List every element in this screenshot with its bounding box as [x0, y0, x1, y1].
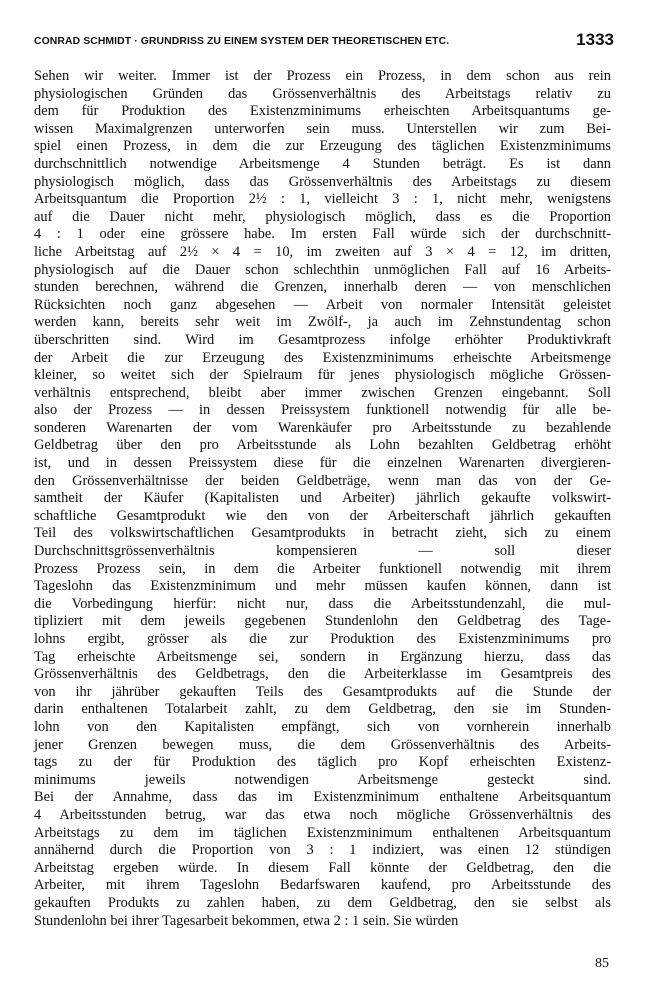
- text-line: Bei der Annahme, dass das im Existenzminimum enthaltene Arbeitsquantum: [34, 789, 611, 806]
- text-line: stunden berechnen, während die Grenzen, innerhalb deren — von menschlichen: [34, 279, 611, 296]
- text-line: Rücksichten noch ganz abgesehen — Arbeit von normaler Intensität geleistet: [34, 296, 611, 313]
- text-line: physiologischen Gründen das Grössenverhältnis des Arbeitstags relativ zu: [34, 85, 611, 102]
- text-line: Tageslohn das Existenzminimum und mehr müssen kaufen können, dann ist: [34, 578, 611, 595]
- text-line: kleiner, so weitet sich der Spielraum für jenes physiologisch mögliche Grössen-: [34, 367, 611, 384]
- text-line: dem für Produktion des Existenzminimums erheischten Arbeitsquantums ge-: [34, 103, 611, 120]
- text-line: Arbeiter, mit ihrem Tageslohn Bedarfswaren kaufend, pro Arbeitsstunde des: [34, 877, 611, 894]
- text-line: 4 Arbeitsstunden betrug, war das etwa noch mögliche Grössenverhältnis des: [34, 806, 611, 823]
- text-line: gekauften Produkts zu zahlen haben, zu dem Geldbetrag, den sie selbst als: [34, 894, 611, 911]
- text-line: physiologisch möglich, dass das Grössenverhältnis des Arbeitstags zu diesem: [34, 173, 611, 190]
- text-line: lohn von den Kapitalisten empfängt, sich von vornherein innerhalb: [34, 718, 611, 735]
- text-line: von ihr jährüber gekauften Teils des Gesamtprodukts auf die Stunde der: [34, 683, 611, 700]
- text-line: also der Prozess — in dessen Preissystem funktionell notwendig für alle be-: [34, 402, 611, 419]
- text-line: Arbeitsquantum die Proportion 2½ : 1, vielleicht 3 : 1, nicht mehr, wenigstens: [34, 191, 611, 208]
- running-head: CONRAD SCHMIDT · GRUNDRISS ZU EINEM SYSTEM DER THEORETISCHEN ETC.: [34, 36, 450, 47]
- text-line: annähernd durch die Proportion von 3 : 1 indiziert, was einen 12 stündigen: [34, 842, 611, 859]
- text-line: die Vorbedingung hierfür: nicht nur, dass die Arbeitsstundenzahl, die mul-: [34, 595, 611, 612]
- text-line: 4 : 1 oder eine grössere habe. Im ersten Fall würde sich der durchschnitt-: [34, 226, 611, 243]
- text-line: Sehen wir weiter. Immer ist der Prozess ein Prozess, in dem schon aus rein: [34, 68, 611, 84]
- text-line: spiel einen Prozess, in dem die zur Erzeugung des täglichen Existenzminimums: [34, 138, 611, 155]
- text-line: auf die Dauer nicht mehr, physiologisch möglich, dass es die Proportion: [34, 208, 611, 225]
- text-line: wissen Maximalgrenzen unterworfen sein muss. Unterstellen wir zum Bei-: [34, 120, 611, 137]
- text-line: Teil des volkswirtschaftlichen Gesamtprodukts in betracht zieht, sich zu einem: [34, 525, 611, 542]
- text-line: Prozess Prozess sein, in dem die Arbeiter funktionell notwendig mit ihrem: [34, 560, 611, 577]
- text-line: Geldbetrag über den pro Arbeitsstunde als Lohn bezahlten Geldbetrag erhöht: [34, 437, 611, 454]
- text-line: Durchschnittsgrössenverhältnis kompensieren — soll dieser: [34, 543, 611, 560]
- text-line: tags zu der für Produktion des täglich pro Kopf erheischten Existenz-: [34, 754, 611, 771]
- text-line: jener Grenzen bewegen muss, die dem Grössenverhältnis des Arbeits-: [34, 736, 611, 753]
- text-line: durchschnittlich notwendige Arbeitsmenge 4 Stunden beträgt. Es ist dann: [34, 155, 611, 172]
- text-line: minimums jeweils notwendigen Arbeitsmenge gesteckt sind.: [34, 771, 611, 788]
- text-line: Tag erheischte Arbeitsmenge sei, sondern in Ergänzung hierzu, dass das: [34, 648, 611, 665]
- text-line: sonderen Warenarten der vom Warenkäufer pro Arbeitsstunde zu bezahlende: [34, 419, 611, 436]
- text-line: ist, und in dessen Preissystem diese für die einzelnen Warenarten divergieren-: [34, 455, 611, 472]
- text-line: samtheit der Käufer (Kapitalisten und Arbeiter) jährlich gekaufte volkswirt-: [34, 490, 611, 507]
- page-header: [34, 30, 614, 56]
- text-line: werden kann, bereits sehr weit im Zwölf-, ja auch im Zehnstundentag schon: [34, 314, 611, 331]
- text-line: verhältnis entsprechend, bleibt aber immer zwischen Grenzen eingebannt. Soll: [34, 384, 611, 401]
- page-number-bottom: 85: [595, 956, 609, 971]
- text-line: schaftliche Gesamtprodukt wie den von der Arbeiterschaft jährlich gekauften: [34, 507, 611, 524]
- text-line: tipliziert mit dem jeweils gegebenen Stundenlohn den Geldbetrag des Tage-: [34, 613, 611, 630]
- text-line: lohns ergibt, grösser als die zur Produktion des Existenzminimums pro: [34, 631, 611, 647]
- text-line: der Arbeit die zur Erzeugung des Existenzminimums erheischte Arbeitsmenge: [34, 349, 611, 366]
- text-line: Arbeitstags zu dem im täglichen Existenzminimum enthaltenen Arbeitsquantum: [34, 824, 611, 841]
- text-line: überschritten sind. Wird im Gesamtprozess infolge erhöhter Produktivkraft: [34, 331, 611, 348]
- text-line: darin enthaltenen Totalarbeit zahlt, zu dem Geldbetrag, den sie im Stunden-: [34, 701, 611, 718]
- text-line: den Grössenverhältnisse der beiden Geldbeträge, wenn man das von der Ge-: [34, 472, 611, 489]
- text-line: Stundenlohn bei ihrer Tagesarbeit bekommen, etwa 2 : 1 sein. Sie würden: [34, 912, 459, 929]
- text-line: Arbeitstag ergeben würde. In diesem Fall könnte der Geldbetrag, den die: [34, 859, 611, 876]
- text-line: physiologisch auf die Dauer schon schlechthin unmöglichen Fall auf 16 Arbeits-: [34, 261, 611, 278]
- body-text: [34, 68, 611, 930]
- text-line: liche Arbeitstag auf 2½ × 4 = 10, im zweiten auf 3 × 4 = 12, im dritten,: [34, 243, 611, 260]
- text-line: Grössenverhältnis des Geldbetrags, den die Arbeiterklasse im Gesamtpreis des: [34, 666, 611, 683]
- page-number-top: 1333: [576, 30, 614, 49]
